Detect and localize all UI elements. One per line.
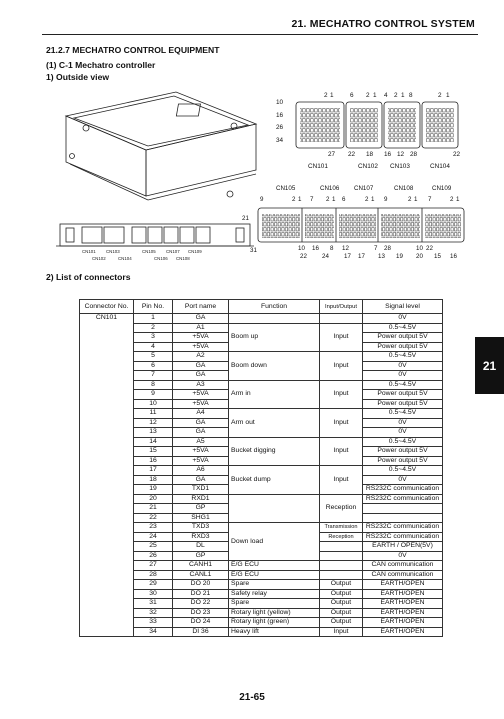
pin-label: 17 — [344, 253, 351, 260]
pin-cell: 27 — [134, 561, 173, 571]
table-row — [80, 570, 443, 580]
io-cell: Input — [320, 380, 363, 409]
signal-cell: Power output 5V — [363, 399, 443, 409]
header-rule — [42, 34, 478, 35]
function-cell: Boom up — [229, 323, 320, 352]
port-cell: SHG1 — [173, 513, 229, 523]
page-header-title: 21. MECHATRO CONTROL SYSTEM — [291, 18, 475, 30]
port-cell: RXD3 — [173, 532, 229, 542]
function-cell: Spare — [229, 599, 320, 609]
page-number: 21-65 — [239, 692, 265, 703]
port-cell: GA — [173, 371, 229, 381]
pin-label: 16 — [384, 151, 392, 158]
front-label-cn106: CN106 — [154, 256, 168, 261]
connector-label-cn106: CN106 — [320, 185, 340, 192]
signal-cell: Power output 5V — [363, 390, 443, 400]
signal-cell: EARTH / OPEN(5V) — [363, 542, 443, 552]
port-cell: A4 — [173, 409, 229, 419]
signal-cell: 0V — [363, 418, 443, 428]
signal-cell: EARTH/OPEN — [363, 618, 443, 628]
pin-cell: 33 — [134, 618, 173, 628]
function-cell: Arm out — [229, 409, 320, 438]
header-function: Function — [229, 300, 320, 314]
connector-diagram-bottom — [238, 182, 474, 264]
connector-table — [79, 299, 443, 637]
port-cell: GP — [173, 551, 229, 561]
connector-label-cn102: CN102 — [358, 163, 378, 170]
pin-label: 9 — [260, 196, 264, 203]
pin-cell: 25 — [134, 542, 173, 552]
table-row — [80, 409, 443, 419]
pin-label: 2 — [324, 92, 328, 99]
table-row — [80, 314, 443, 324]
pin-cell: 3 — [134, 333, 173, 343]
table-row — [80, 437, 443, 447]
pin-label: 1 — [456, 196, 460, 203]
pin-label: 17 — [358, 253, 365, 260]
pin-label: 1 — [332, 196, 336, 203]
signal-cell: 0V — [363, 314, 443, 324]
connector-label-cn103: CN103 — [390, 163, 410, 170]
header-signal-level: Signal level — [363, 300, 443, 314]
pin-label: 4 — [384, 92, 388, 99]
table-row — [80, 494, 443, 504]
pin-label: 21 — [242, 215, 249, 222]
port-cell: TXD3 — [173, 523, 229, 533]
port-cell: +5VA — [173, 390, 229, 400]
signal-cell: RS232C communication — [363, 485, 443, 495]
header-port-name: Port name — [173, 300, 229, 314]
table-row — [80, 466, 443, 476]
io-cell: Output — [320, 589, 363, 599]
table-row — [80, 523, 443, 533]
table-row — [80, 323, 443, 333]
function-cell: Rotary light (green) — [229, 618, 320, 628]
pin-label: 16 — [276, 112, 284, 119]
io-cell — [320, 551, 363, 561]
port-cell: A1 — [173, 323, 229, 333]
signal-cell: CAN communication — [363, 561, 443, 571]
port-cell: GA — [173, 361, 229, 371]
signal-cell: EARTH/OPEN — [363, 580, 443, 590]
pin-label: 34 — [276, 137, 284, 144]
pin-label: 22 — [453, 151, 461, 158]
io-cell: Input — [320, 627, 363, 637]
table-row — [80, 561, 443, 571]
pin-label: 6 — [342, 196, 346, 203]
subsection-outside-view: 1) Outside view — [46, 72, 110, 82]
pin-cell: 21 — [134, 504, 173, 514]
port-cell: DO 21 — [173, 589, 229, 599]
function-cell: Heavy lift — [229, 627, 320, 637]
port-cell: A3 — [173, 380, 229, 390]
function-cell: Spare — [229, 580, 320, 590]
pin-label: 8 — [330, 245, 334, 252]
pin-cell: 8 — [134, 380, 173, 390]
table-row — [80, 618, 443, 628]
pin-cell: 14 — [134, 437, 173, 447]
table-header-row — [80, 300, 443, 314]
table-row — [80, 627, 443, 637]
pin-label: 2 — [450, 196, 454, 203]
connector-label-cn105: CN105 — [276, 185, 296, 192]
pin-label: 7 — [428, 196, 432, 203]
pin-label: 13 — [378, 253, 385, 260]
signal-cell: 0.5~4.5V — [363, 437, 443, 447]
signal-cell: 0.5~4.5V — [363, 380, 443, 390]
connector-label-cn108: CN108 — [394, 185, 414, 192]
pin-cell: 9 — [134, 390, 173, 400]
pin-label: 16 — [450, 253, 457, 260]
table-row — [80, 380, 443, 390]
io-cell: Transmission — [320, 523, 363, 533]
pin-label: 10 — [416, 245, 423, 252]
front-label-cn104: CN104 — [118, 256, 132, 261]
signal-cell: 0.5~4.5V — [363, 352, 443, 362]
pin-label: 1 — [446, 92, 450, 99]
port-cell: DL — [173, 542, 229, 552]
chapter-tab: 21 — [475, 337, 504, 394]
connector-no-cell: CN101 — [80, 314, 134, 637]
pin-label: 28 — [410, 151, 418, 158]
pin-cell: 4 — [134, 342, 173, 352]
function-cell: Boom down — [229, 352, 320, 381]
front-label-cn101: CN101 — [82, 249, 96, 254]
connector-label-cn101: CN101 — [308, 163, 328, 170]
table-row — [80, 580, 443, 590]
port-cell: CANL1 — [173, 570, 229, 580]
pin-label: 2 — [394, 92, 398, 99]
pin-cell: 5 — [134, 352, 173, 362]
io-cell: Reception — [320, 494, 363, 523]
pin-cell: 31 — [134, 599, 173, 609]
header-connector-no: Connector No. — [80, 300, 134, 314]
port-cell: A5 — [173, 437, 229, 447]
signal-cell: 0.5~4.5V — [363, 323, 443, 333]
io-cell: Input — [320, 323, 363, 352]
port-cell: +5VA — [173, 447, 229, 457]
function-cell: Bucket digging — [229, 437, 320, 466]
pin-cell: 10 — [134, 399, 173, 409]
pin-label: 16 — [312, 245, 319, 252]
port-cell: +5VA — [173, 399, 229, 409]
pin-label: 31 — [250, 247, 257, 254]
section-title: 21.2.7 MECHATRO CONTROL EQUIPMENT — [46, 45, 220, 55]
signal-cell: RS232C communication — [363, 494, 443, 504]
function-cell: E/G ECU — [229, 570, 320, 580]
pin-cell: 26 — [134, 551, 173, 561]
pin-label: 1 — [371, 196, 375, 203]
function-cell — [229, 494, 320, 523]
signal-cell: RS232C communication — [363, 532, 443, 542]
function-cell: Down load — [229, 523, 320, 561]
io-cell — [320, 314, 363, 324]
signal-cell: 0V — [363, 361, 443, 371]
front-label-cn108: CN108 — [176, 256, 190, 261]
pin-cell: 16 — [134, 456, 173, 466]
pin-cell: 1 — [134, 314, 173, 324]
port-cell: DO 20 — [173, 580, 229, 590]
function-cell — [229, 314, 320, 324]
pin-label: 1 — [414, 196, 418, 203]
pin-cell: 13 — [134, 428, 173, 438]
front-label-cn105: CN105 — [142, 249, 156, 254]
signal-cell: Power output 5V — [363, 342, 443, 352]
port-cell: DO 24 — [173, 618, 229, 628]
table-row — [80, 352, 443, 362]
port-cell: GA — [173, 418, 229, 428]
front-label-cn109: CN109 — [188, 249, 202, 254]
io-cell: Output — [320, 618, 363, 628]
pin-cell: 34 — [134, 627, 173, 637]
pin-cell: 19 — [134, 485, 173, 495]
pin-cell: 23 — [134, 523, 173, 533]
pin-label: 9 — [384, 196, 388, 203]
table-row — [80, 589, 443, 599]
pin-cell: 28 — [134, 570, 173, 580]
connector-label-cn107: CN107 — [354, 185, 374, 192]
pin-label: 7 — [374, 245, 378, 252]
pin-cell: 30 — [134, 589, 173, 599]
pin-label: 28 — [384, 245, 391, 252]
connector-label-cn104: CN104 — [430, 163, 450, 170]
signal-cell: 0V — [363, 428, 443, 438]
front-label-cn102: CN102 — [92, 256, 106, 261]
signal-cell: 0.5~4.5V — [363, 409, 443, 419]
function-cell: Rotary light (yellow) — [229, 608, 320, 618]
pin-label: 1 — [401, 92, 405, 99]
pin-cell: 22 — [134, 513, 173, 523]
io-cell: Output — [320, 599, 363, 609]
function-cell: Safety relay — [229, 589, 320, 599]
signal-cell: Power output 5V — [363, 456, 443, 466]
signal-cell: 0.5~4.5V — [363, 466, 443, 476]
port-cell: GP — [173, 504, 229, 514]
io-cell — [320, 542, 363, 552]
port-cell: +5VA — [173, 456, 229, 466]
pin-label: 10 — [298, 245, 305, 252]
pin-label: 19 — [396, 253, 403, 260]
signal-cell: EARTH/OPEN — [363, 608, 443, 618]
pin-label: 22 — [348, 151, 356, 158]
signal-cell: EARTH/OPEN — [363, 599, 443, 609]
pin-cell: 24 — [134, 532, 173, 542]
port-cell: +5VA — [173, 342, 229, 352]
pin-label: 22 — [426, 245, 433, 252]
io-cell: Output — [320, 580, 363, 590]
io-cell — [320, 561, 363, 571]
pin-cell: 29 — [134, 580, 173, 590]
pin-label: 1 — [298, 196, 302, 203]
pin-cell: 32 — [134, 608, 173, 618]
port-cell: DO 23 — [173, 608, 229, 618]
pin-label: 2 — [408, 196, 412, 203]
pin-label: 1 — [373, 92, 377, 99]
port-cell: A2 — [173, 352, 229, 362]
signal-cell: EARTH/OPEN — [363, 589, 443, 599]
pin-label: 8 — [409, 92, 413, 99]
pin-cell: 15 — [134, 447, 173, 457]
port-cell: DO 22 — [173, 599, 229, 609]
pin-label: 12 — [342, 245, 349, 252]
port-cell: GA — [173, 314, 229, 324]
pin-label: 10 — [276, 99, 284, 106]
signal-cell: Power output 5V — [363, 333, 443, 343]
io-cell — [363, 513, 443, 523]
connector-diagram-top — [270, 88, 470, 172]
signal-cell: Power output 5V — [363, 447, 443, 457]
pin-cell: 17 — [134, 466, 173, 476]
function-cell: E/G ECU — [229, 561, 320, 571]
pin-cell: 7 — [134, 371, 173, 381]
io-cell — [363, 504, 443, 514]
signal-cell: EARTH/OPEN — [363, 627, 443, 637]
pin-cell: 12 — [134, 418, 173, 428]
pin-label: 2 — [365, 196, 369, 203]
port-cell: RXD1 — [173, 494, 229, 504]
pin-label: 26 — [276, 124, 284, 131]
io-cell — [320, 570, 363, 580]
port-cell: GA — [173, 428, 229, 438]
port-cell: A6 — [173, 466, 229, 476]
controller-isometric-drawing — [56, 84, 266, 214]
pin-label: 2 — [292, 196, 296, 203]
pin-label: 27 — [328, 151, 336, 158]
signal-cell: 0V — [363, 551, 443, 561]
pin-label: 20 — [416, 253, 423, 260]
subsection-connector-list: 2) List of connectors — [46, 272, 131, 282]
io-cell: Input — [320, 466, 363, 495]
signal-cell: 0V — [363, 371, 443, 381]
pin-label: 2 — [438, 92, 442, 99]
io-cell: Input — [320, 409, 363, 438]
pin-cell: 6 — [134, 361, 173, 371]
io-cell: Output — [320, 608, 363, 618]
port-cell: GA — [173, 475, 229, 485]
signal-cell: CAN communication — [363, 570, 443, 580]
pin-label: 6 — [350, 92, 354, 99]
pin-label: 18 — [366, 151, 374, 158]
connector-label-cn109: CN109 — [432, 185, 452, 192]
pin-cell: 11 — [134, 409, 173, 419]
pin-label: 15 — [434, 253, 441, 260]
port-cell: DI 36 — [173, 627, 229, 637]
table-row — [80, 608, 443, 618]
port-cell: +5VA — [173, 333, 229, 343]
signal-cell: RS232C communication — [363, 523, 443, 533]
front-label-cn107: CN107 — [166, 249, 180, 254]
io-cell: Reception — [320, 532, 363, 542]
table-row — [80, 599, 443, 609]
pin-label: 1 — [330, 92, 334, 99]
pin-cell: 18 — [134, 475, 173, 485]
signal-cell: 0V — [363, 475, 443, 485]
function-cell: Bucket dump — [229, 466, 320, 495]
front-label-cn103: CN103 — [106, 249, 120, 254]
subsection-controller: (1) C-1 Mechatro controller — [46, 60, 156, 70]
io-cell: Input — [320, 352, 363, 381]
function-cell: Arm in — [229, 380, 320, 409]
pin-label: 2 — [326, 196, 330, 203]
header-pin-no: Pin No. — [134, 300, 173, 314]
pin-label: 7 — [310, 196, 314, 203]
port-cell: CANH1 — [173, 561, 229, 571]
io-cell: Input — [320, 437, 363, 466]
pin-label: 2 — [366, 92, 370, 99]
pin-label: 12 — [397, 151, 405, 158]
pin-label: 22 — [300, 253, 307, 260]
header-input-output: Input/Output — [320, 300, 363, 314]
controller-front-view — [56, 218, 256, 268]
pin-label: 24 — [322, 253, 329, 260]
port-cell: TXD1 — [173, 485, 229, 495]
pin-cell: 20 — [134, 494, 173, 504]
pin-cell: 2 — [134, 323, 173, 333]
